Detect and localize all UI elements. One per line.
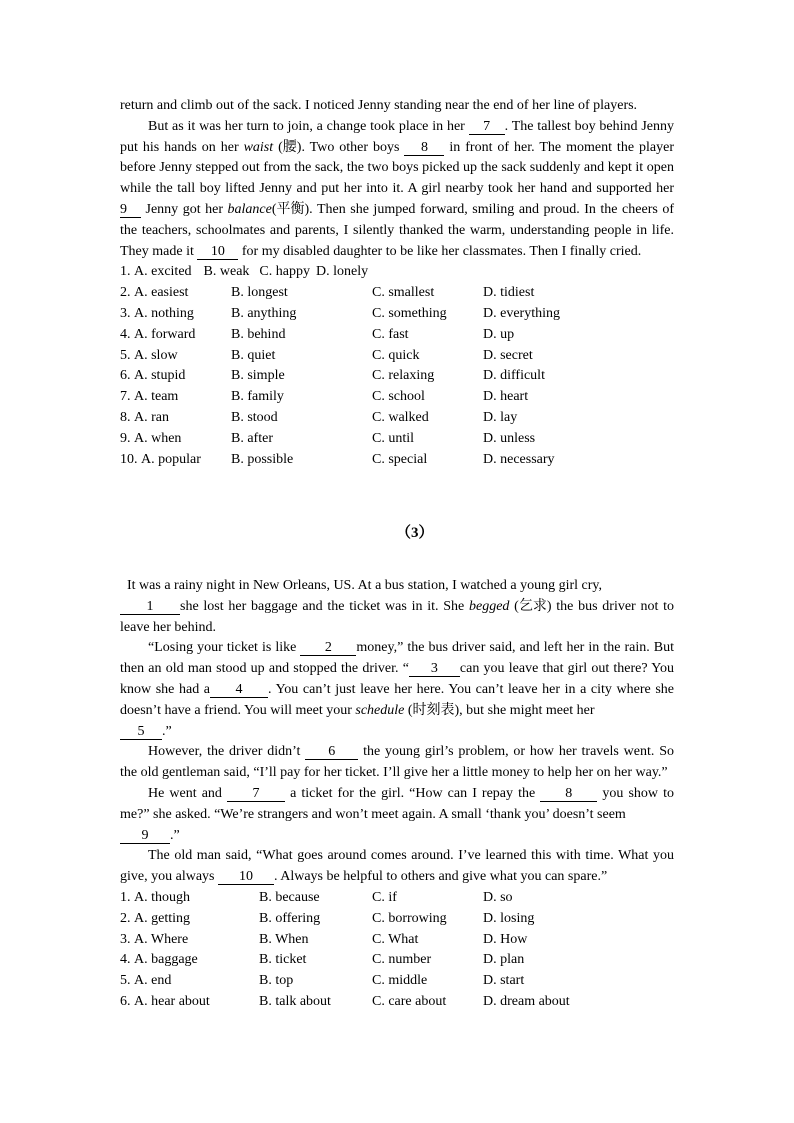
question-number: 3. xyxy=(120,931,131,947)
option-a xyxy=(120,408,169,429)
option-row xyxy=(120,450,674,471)
option-c: C. if xyxy=(372,889,397,905)
line-content xyxy=(120,724,172,739)
option-text: A. though xyxy=(134,889,190,905)
text-segment: she lost her baggage and the ticket was in it. She xyxy=(180,598,469,614)
option-b: B. longest xyxy=(231,285,288,301)
text-line xyxy=(120,846,674,867)
text-segment: .” xyxy=(162,723,172,739)
option-d: D. everything xyxy=(483,305,560,321)
option-row xyxy=(120,262,674,283)
text-segment: before Jenny stepped out from the sack, the two boys picked up the sack suddenly and kept it open xyxy=(120,160,674,176)
text-line xyxy=(120,826,674,847)
option-text: A. nothing xyxy=(134,305,194,321)
italic-word: waist xyxy=(243,139,274,155)
question-number: 5. xyxy=(120,973,131,989)
option-a: A. excited xyxy=(134,264,192,280)
answer-blank: 9 xyxy=(120,203,141,218)
answer-blank: 8 xyxy=(404,141,444,156)
line-content xyxy=(120,828,180,843)
option-text: A. end xyxy=(134,973,172,989)
text-segment: while the tall boy lifted Jenny and put her into it. A girl nearby took her hand and supported her xyxy=(120,181,674,197)
answer-blank: 8 xyxy=(540,787,597,802)
option-d: D. so xyxy=(483,889,513,905)
option-a xyxy=(120,992,210,1013)
option-text: A. slow xyxy=(134,347,178,363)
question-number: 9. xyxy=(120,430,131,446)
option-c: C. something xyxy=(372,305,447,321)
option-d: D. unless xyxy=(483,430,536,446)
question-number: 8. xyxy=(120,409,131,425)
question-number: 10. xyxy=(120,451,138,467)
option-text: A. team xyxy=(134,389,179,405)
option-text: A. when xyxy=(134,430,182,446)
line-content xyxy=(120,703,595,718)
question-number: 3. xyxy=(120,305,131,321)
text-line xyxy=(120,618,674,639)
option-c: C. special xyxy=(372,451,428,467)
option-b: B. because xyxy=(259,889,320,905)
line-content xyxy=(120,599,674,614)
text-line xyxy=(120,158,674,179)
text-line xyxy=(120,763,674,784)
question-number: 4. xyxy=(120,952,131,968)
line-content xyxy=(120,202,674,217)
option-row xyxy=(120,429,674,450)
option-c: C. happy xyxy=(259,264,310,280)
option-b: B. ticket xyxy=(259,952,307,968)
answer-blank: 10 xyxy=(197,245,238,260)
text-line xyxy=(120,200,674,221)
option-c: C. borrowing xyxy=(372,910,447,926)
option-d: D. secret xyxy=(483,347,533,363)
text-segment: (平衡). Then she jumped forward, smiling and proud. In the cheers of xyxy=(271,201,674,217)
line-content xyxy=(120,869,607,884)
option-c: C. walked xyxy=(372,409,429,425)
line-content xyxy=(148,119,674,134)
option-text: A. forward xyxy=(134,326,196,342)
option-b: B. offering xyxy=(259,910,321,926)
option-d: D. plan xyxy=(483,952,525,968)
option-d: D. lay xyxy=(483,409,518,425)
answer-blank: 6 xyxy=(305,745,358,760)
answer-blank: 3 xyxy=(409,662,460,677)
option-d: D. lonely xyxy=(315,264,369,280)
option-c: C. fast xyxy=(372,326,409,342)
text-line xyxy=(120,221,674,242)
question-number: 5. xyxy=(120,347,131,363)
text-line xyxy=(120,96,674,117)
option-a xyxy=(120,346,178,367)
text-segment: . The tallest boy behind Jenny xyxy=(504,118,674,134)
option-text: A. baggage xyxy=(134,952,198,968)
line-content xyxy=(120,98,637,113)
option-c: C. middle xyxy=(372,973,428,989)
answer-blank: 7 xyxy=(469,120,505,135)
option-row xyxy=(120,283,674,304)
option-b: B. quiet xyxy=(231,347,276,363)
option-d: D. necessary xyxy=(483,451,555,467)
line-content xyxy=(120,223,674,238)
option-b: B. possible xyxy=(231,451,294,467)
option-row xyxy=(120,366,674,387)
text-line xyxy=(120,179,674,200)
text-segment: the teachers, schoolmates and parents, I silently thanked the warm, understanding people in life. xyxy=(120,222,674,238)
option-text: A. easiest xyxy=(134,285,189,301)
line-content xyxy=(120,160,674,175)
option-a xyxy=(120,450,201,471)
option-b: B. top xyxy=(259,973,294,989)
text-line xyxy=(120,805,674,826)
line-content xyxy=(148,786,674,801)
option-c: C. school xyxy=(372,389,425,405)
option-b: B. simple xyxy=(231,368,285,384)
text-segment: in front of her. The moment the player xyxy=(444,139,674,155)
option-text: A. Where xyxy=(134,931,189,947)
answer-blank: 4 xyxy=(210,683,268,698)
option-row xyxy=(120,408,674,429)
text-segment: But as it was her turn to join, a change took place in her xyxy=(148,118,469,134)
text-segment: (时刻表), but she might meet her xyxy=(404,702,595,718)
option-row xyxy=(120,888,674,909)
passage-a xyxy=(120,96,674,470)
italic-word: schedule xyxy=(355,702,405,718)
text-line xyxy=(120,242,674,263)
option-b: B. stood xyxy=(231,409,278,425)
line-content xyxy=(148,744,674,759)
text-line xyxy=(120,784,674,805)
option-c: C. quick xyxy=(372,347,420,363)
line-content xyxy=(120,181,674,196)
option-a xyxy=(120,325,195,346)
option-d: D. heart xyxy=(483,389,529,405)
line-content xyxy=(120,620,216,635)
option-c: C. smallest xyxy=(372,285,435,301)
section-title: （3） xyxy=(396,525,434,541)
question-number: 6. xyxy=(120,368,131,384)
italic-word: balance xyxy=(227,201,272,217)
text-line xyxy=(120,722,674,743)
line-content xyxy=(120,682,674,697)
option-row xyxy=(120,950,674,971)
question-number: 7. xyxy=(120,389,131,405)
text-segment: for my disabled daughter to be like her classmates. Then I finally cried. xyxy=(238,243,642,259)
italic-word: begged xyxy=(468,598,510,614)
text-line xyxy=(120,138,674,159)
option-a xyxy=(120,304,194,325)
text-line xyxy=(120,576,674,597)
text-segment: They made it xyxy=(120,243,198,259)
option-a xyxy=(120,971,171,992)
option-a xyxy=(120,888,190,909)
option-c: C. number xyxy=(372,952,432,968)
text-line xyxy=(120,117,674,138)
option-a xyxy=(120,366,185,387)
question-number: 2. xyxy=(120,910,131,926)
option-row xyxy=(120,325,674,346)
text-segment: (腰). Two other boys xyxy=(273,139,405,155)
option-text: A. ran xyxy=(134,409,169,425)
question-number: 1. xyxy=(120,264,131,280)
question-number: 2. xyxy=(120,285,131,301)
answer-blank: 2 xyxy=(300,641,356,656)
option-c: C. What xyxy=(372,931,419,947)
option-c: C. until xyxy=(372,430,415,446)
text-segment: know she had a xyxy=(120,681,211,697)
text-segment: .” xyxy=(170,827,180,843)
option-a xyxy=(120,950,198,971)
text-segment: the old gentleman said, “I’ll pay for her ticket. I’ll give her a little money to help her on her way.” xyxy=(120,765,668,781)
option-text: A. stupid xyxy=(134,368,186,384)
answer-blank: 9 xyxy=(120,829,170,844)
text-segment: can you leave that girl out there? You xyxy=(459,661,675,677)
option-row xyxy=(120,930,674,951)
text-segment: . Always be helpful to others and give what you can spare.” xyxy=(273,869,608,885)
line-content xyxy=(120,661,674,676)
option-row xyxy=(120,304,674,325)
answer-blank: 7 xyxy=(227,787,285,802)
option-row xyxy=(120,992,674,1013)
option-b: B. after xyxy=(231,430,273,446)
option-text: A. popular xyxy=(141,451,201,467)
question-number: 1. xyxy=(120,889,131,905)
text-segment: However, the driver didn’t xyxy=(148,744,306,760)
line-content xyxy=(127,578,602,593)
line-content xyxy=(120,765,668,780)
option-a xyxy=(120,387,178,408)
option-b: B. behind xyxy=(231,326,286,342)
option-d: D. difficult xyxy=(483,368,545,384)
text-segment: then an old man stood up and stopped the driver. “ xyxy=(120,661,409,677)
option-d: D. start xyxy=(483,973,525,989)
line-content xyxy=(120,140,674,155)
option-a xyxy=(120,429,181,450)
option-b: B. talk about xyxy=(259,993,331,1009)
option-b: B. weak xyxy=(203,264,250,280)
option-b: B. When xyxy=(259,931,309,947)
option-c: C. relaxing xyxy=(372,368,435,384)
option-b: B. anything xyxy=(231,305,297,321)
text-line xyxy=(120,742,674,763)
option-row xyxy=(120,387,674,408)
option-row xyxy=(120,909,674,930)
text-line xyxy=(120,638,674,659)
option-row xyxy=(120,971,674,992)
line-content xyxy=(120,807,626,822)
option-d: D. up xyxy=(483,326,515,342)
text-segment: The old man said, “What goes around comes around. I’ve learned this with time. What you xyxy=(148,848,674,864)
option-d: D. How xyxy=(483,931,528,947)
text-line xyxy=(120,659,674,680)
answer-blank: 1 xyxy=(120,600,180,615)
passage-b xyxy=(120,576,674,1013)
option-a xyxy=(120,283,188,304)
option-c: C. care about xyxy=(372,993,447,1009)
text-segment: leave her behind. xyxy=(120,619,217,635)
option-d: D. tidiest xyxy=(483,285,535,301)
text-segment: It was a rainy night in New Orleans, US. At a bus station, I watched a young girl cry, xyxy=(127,578,602,593)
line-content xyxy=(148,640,674,655)
text-segment: “Losing your ticket is like xyxy=(148,640,301,656)
text-line xyxy=(120,867,674,888)
option-row xyxy=(120,346,674,367)
text-segment: you show to xyxy=(597,785,674,801)
question-number: 4. xyxy=(120,326,131,342)
option-a xyxy=(120,909,190,930)
text-segment: (乞求) the bus driver not to xyxy=(509,598,674,614)
text-segment: a ticket for the girl. “How can I repay the xyxy=(285,785,541,801)
text-line xyxy=(120,597,674,618)
line-content xyxy=(120,244,641,259)
option-text: A. hear about xyxy=(134,993,210,1009)
option-d: D. losing xyxy=(483,910,535,926)
text-segment: money,” the bus driver said, and left her in the rain. But xyxy=(356,640,674,656)
text-segment: Jenny got her xyxy=(141,201,228,217)
line-content xyxy=(148,848,674,863)
text-segment: . You can’t just leave her here. You can’t leave her in a city where she xyxy=(268,681,674,697)
text-segment: He went and xyxy=(148,785,227,801)
text-segment: give, you always xyxy=(120,869,218,885)
question-number: 6. xyxy=(120,993,131,1009)
text-line xyxy=(120,701,674,722)
text-line xyxy=(120,680,674,701)
text-segment: doesn’t have a friend. You will meet your xyxy=(120,702,356,718)
option-a xyxy=(120,930,188,951)
text-segment: return and climb out of the sack. I noticed Jenny standing near the end of her line of players. xyxy=(120,98,638,113)
text-segment: put his hands on her xyxy=(120,139,244,155)
text-segment: the young girl’s problem, or how her travels went. So xyxy=(358,744,674,760)
option-b: B. family xyxy=(231,389,284,405)
answer-blank: 5 xyxy=(120,725,162,740)
option-d: D. dream about xyxy=(483,993,570,1009)
text-segment: me?” she asked. “We’re strangers and won’t meet again. A small ‘thank you’ doesn’t seem xyxy=(120,806,626,822)
answer-blank: 10 xyxy=(218,870,274,885)
option-text: A. getting xyxy=(134,910,190,926)
